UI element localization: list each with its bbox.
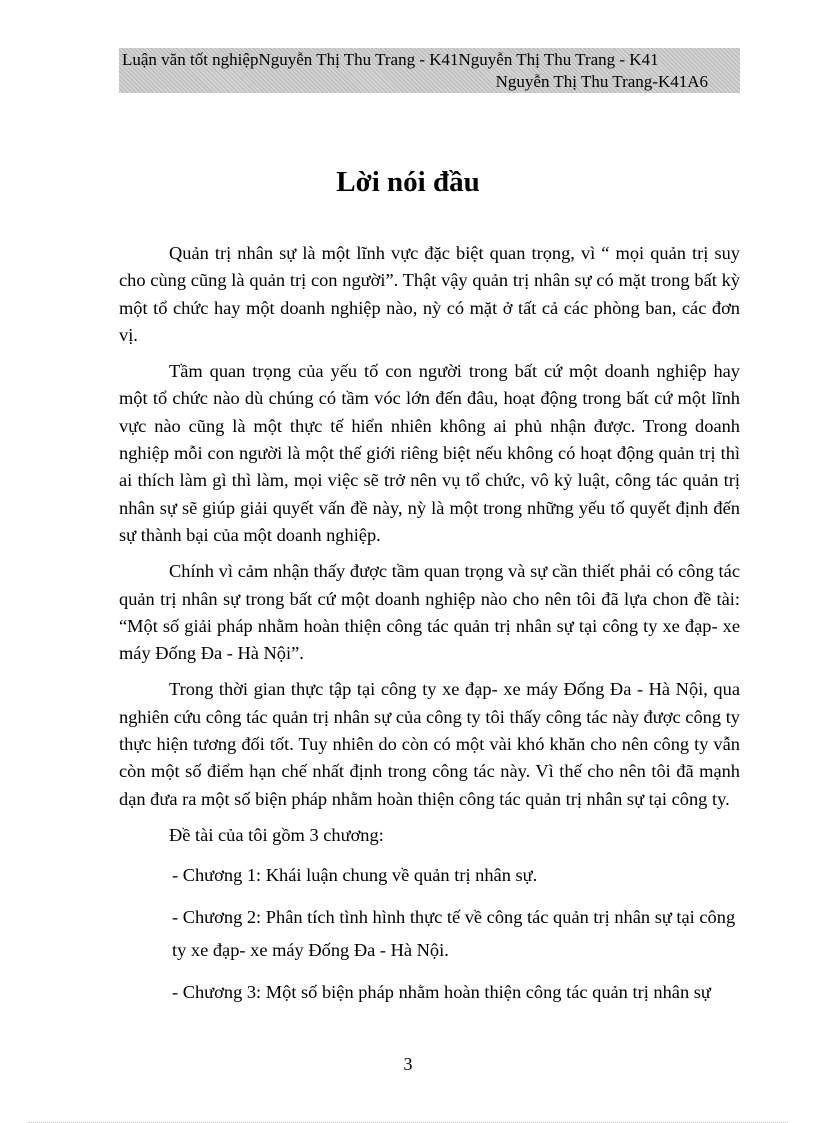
running-header: [119, 48, 740, 93]
header-line-1: Luận văn tốt nghiệpNguyễn Thị Thu Trang - K41Nguyễn Thị Thu Trang - K41: [122, 50, 659, 69]
paragraph-4: Trong thời gian thực tập tại công ty xe đạp- xe máy Đống Đa - Hà Nội, qua nghiên cứu công tác quản trị nhân sự của công ty tôi thấy công tác này được công ty thực hiện tương đối tốt. Tuy nhiên do còn có một vài khó khăn cho nên công ty vẫn còn một số điểm hạn chế nhất định trong công tác này. Vì thế cho nên tôi đã mạnh dạn đưa ra một số biện pháp nhằm hoàn thiện công tác quản trị nhân sự tại công ty.: [119, 679, 740, 809]
body-text: [119, 240, 740, 1018]
paragraph-1: Quản trị nhân sự là một lĩnh vực đặc biệt quan trọng, vì “ mọi quản trị suy cho cùng cũng là quản trị con người”. Thật vậy quản trị nhân sự có mặt trong bất kỳ một tổ chức hay một doanh nghiệp nào, nỳ có mặt ở tất cả các phòng ban, các đơn vị.: [119, 243, 740, 345]
header-line-2: Nguyễn Thị Thu Trang-K41A6: [495, 72, 708, 91]
paragraph-2: Tầm quan trọng của yếu tố con người trong bất cứ một doanh nghiệp hay một tổ chức nào dù chúng có tầm vóc lớn đến đâu, hoạt động trong bất cứ một lĩnh vực nào cũng là một thực tế hiển nhiên không ai phủ nhận được. Trong doanh nghiệp mỗi con người là một thế giới riêng biệt nếu không có hoạt động quản trị thì ai thích làm gì thì làm, mọi việc sẽ trở nên vụ tổ chức, vô kỷ luật, công tác quản trị nhân sự sẽ giúp giải quyết vấn đề này, nỳ là một trong những yếu tố quyết định đến sự thành bại của một doanh nghiệp.: [119, 361, 740, 545]
chapters-intro: Đề tài của tôi gồm 3 chương:: [169, 824, 384, 845]
paragraph-3: Chính vì cảm nhận thấy được tầm quan trọng và sự cần thiết phải có công tác quản trị nhân sự trong bất cứ một doanh nghiệp nào cho nên tôi đã lựa chon đề tài: “Một số giải pháp nhằm hoàn thiện công tác quản trị nhân sự tại công ty xe đạp- xe máy Đống Đa - Hà Nội”.: [119, 561, 740, 664]
chapter-item-1: - Chương 1: Khái luận chung về quản trị nhân sự.: [172, 865, 538, 886]
chapter-item-2: - Chương 2: Phân tích tình hình thực tế về công tác quản trị nhân sự tại công ty xe đạp- xe máy Đống Đa - Hà Nội.: [172, 907, 736, 961]
chapter-item-3: - Chương 3: Một số biện pháp nhằm hoàn thiện công tác quản trị nhân sự: [172, 982, 711, 1003]
page-title: Lời nói đầu: [336, 166, 480, 198]
page-number: 3: [403, 1054, 413, 1074]
